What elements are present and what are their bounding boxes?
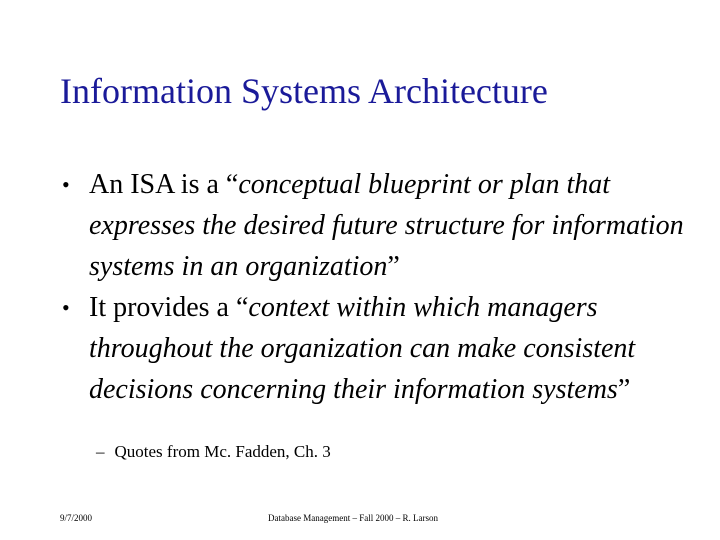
bullet-item	[62, 164, 702, 287]
bullet-quote: context within which managers throughout the organization can make consistent decisions concerning their information systems	[89, 292, 636, 405]
footer-date: 9/7/2000	[60, 513, 93, 523]
bullet-item	[62, 287, 702, 410]
bullet-quote: conceptual blueprint or plan that expresses the desired future structure for information systems in an organization	[89, 169, 684, 282]
bullet-list	[62, 164, 702, 410]
dash-icon: –	[96, 442, 105, 461]
bullet-lead: It provides a “	[89, 292, 249, 323]
bullet-dot-icon: •	[62, 172, 70, 197]
bullet-text	[89, 287, 702, 410]
bullet-dot-icon: •	[62, 295, 70, 320]
footer-center: Database Management – Fall 2000 – R. Larson	[268, 513, 438, 523]
bullet-tail: ”	[617, 374, 631, 405]
sub-point	[96, 441, 331, 463]
bullet-tail: ”	[387, 251, 400, 282]
slide-title: Information Systems Architecture	[60, 71, 548, 111]
sub-point-text: Quotes from Mc. Fadden, Ch. 3	[114, 442, 331, 461]
bullet-lead: An ISA is a “	[89, 169, 239, 200]
bullet-text	[89, 164, 702, 287]
